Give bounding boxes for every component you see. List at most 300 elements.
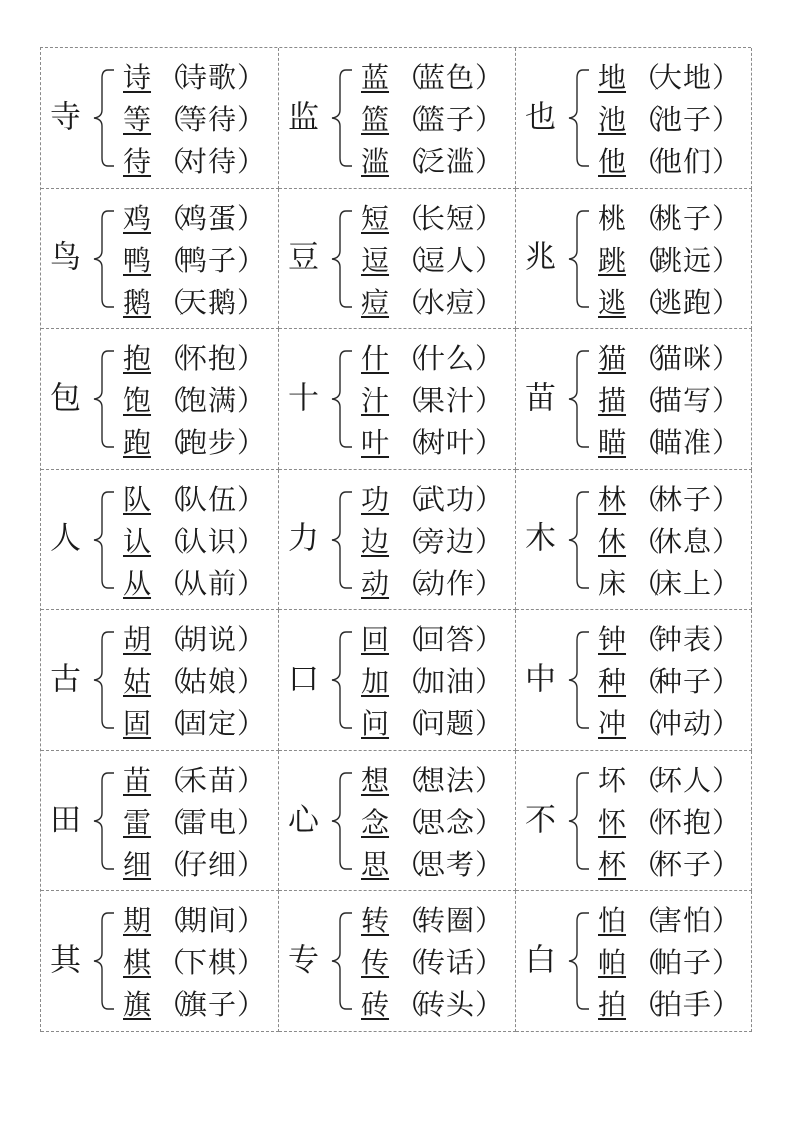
root-character: 其 — [50, 942, 81, 979]
close-paren: ） — [712, 847, 741, 881]
root-character: 包 — [50, 380, 81, 417]
root-character: 兆 — [525, 239, 556, 276]
close-paren: ） — [712, 623, 741, 657]
example-word: 坏人 — [654, 763, 713, 797]
close-paren: ） — [475, 201, 504, 235]
list-item — [123, 703, 266, 745]
character-group — [41, 751, 279, 892]
close-paren: ） — [712, 988, 741, 1022]
example-word: 桃子 — [654, 201, 713, 235]
open-paren: （ — [395, 482, 424, 516]
entry-list — [123, 57, 266, 183]
example-word: 动作 — [417, 566, 476, 600]
close-paren: ） — [475, 566, 504, 600]
list-item — [123, 661, 266, 703]
close-paren: ） — [237, 524, 266, 558]
derived-character: 队 — [123, 482, 152, 516]
example-word: 旁边 — [417, 524, 476, 558]
entry-list — [598, 338, 741, 464]
example-word: 冲动 — [654, 707, 713, 741]
character-group — [516, 751, 752, 892]
curly-brace-icon — [565, 68, 591, 168]
close-paren: ） — [475, 904, 504, 938]
character-group — [41, 891, 279, 1032]
derived-character: 坏 — [598, 763, 627, 797]
close-paren: ） — [475, 285, 504, 319]
close-paren: ） — [712, 342, 741, 376]
open-paren: （ — [632, 103, 661, 136]
close-paren: ） — [712, 707, 741, 741]
entry-list — [598, 900, 741, 1026]
open-paren: （ — [157, 482, 186, 516]
list-item — [123, 900, 266, 942]
root-character: 也 — [525, 99, 556, 136]
example-word: 什么 — [417, 342, 476, 376]
example-word: 床上 — [654, 566, 713, 600]
close-paren: ） — [712, 201, 741, 235]
list-item — [361, 57, 504, 99]
open-paren: （ — [632, 201, 661, 235]
open-paren: （ — [157, 904, 186, 938]
derived-character: 蓝 — [361, 61, 390, 94]
list-item — [598, 99, 741, 141]
character-group — [279, 189, 516, 330]
derived-character: 鸡 — [123, 201, 152, 235]
open-paren: （ — [632, 524, 661, 558]
root-character: 木 — [525, 520, 556, 557]
open-paren: （ — [632, 665, 661, 699]
curly-brace-icon — [328, 490, 354, 590]
character-group — [279, 751, 516, 892]
example-word: 期间 — [179, 904, 238, 938]
list-item — [598, 198, 741, 240]
derived-character: 地 — [598, 61, 627, 94]
open-paren: （ — [632, 426, 661, 460]
character-group — [516, 329, 752, 470]
list-item — [123, 479, 266, 521]
close-paren: ） — [712, 243, 741, 277]
example-word: 种子 — [654, 665, 713, 699]
example-word: 拍手 — [654, 988, 713, 1022]
root-character: 古 — [50, 661, 81, 698]
close-paren: ） — [475, 524, 504, 558]
list-item — [361, 619, 504, 661]
example-word: 树叶 — [417, 426, 476, 460]
derived-character: 怀 — [598, 805, 627, 839]
open-paren: （ — [395, 946, 424, 980]
open-paren: （ — [157, 103, 186, 136]
root-character: 不 — [525, 802, 556, 839]
open-paren: （ — [632, 904, 661, 938]
example-word: 传话 — [417, 946, 476, 980]
open-paren: （ — [157, 665, 186, 699]
close-paren: ） — [712, 805, 741, 839]
close-paren: ） — [475, 763, 504, 797]
open-paren: （ — [632, 145, 661, 178]
derived-character: 拍 — [598, 988, 627, 1022]
list-item — [123, 240, 266, 282]
list-item — [123, 99, 266, 141]
derived-character: 桃 — [598, 201, 627, 235]
character-group — [279, 610, 516, 751]
derived-character: 林 — [598, 482, 627, 516]
example-word: 诗歌 — [179, 61, 238, 94]
open-paren: （ — [395, 243, 424, 277]
open-paren: （ — [632, 847, 661, 881]
open-paren: （ — [395, 201, 424, 235]
list-item — [361, 661, 504, 703]
derived-character: 冲 — [598, 707, 627, 741]
open-paren: （ — [157, 763, 186, 797]
open-paren: （ — [395, 285, 424, 319]
open-paren: （ — [395, 61, 424, 94]
open-paren: （ — [632, 946, 661, 980]
close-paren: ） — [475, 482, 504, 516]
list-item — [123, 521, 266, 563]
curly-brace-icon — [565, 911, 591, 1011]
example-word: 姑娘 — [179, 665, 238, 699]
example-word: 鸡蛋 — [179, 201, 238, 235]
curly-brace-icon — [565, 209, 591, 309]
derived-character: 休 — [598, 524, 627, 558]
derived-character: 苗 — [123, 763, 152, 797]
derived-character: 想 — [361, 763, 390, 797]
open-paren: （ — [395, 847, 424, 881]
example-word: 水痘 — [417, 285, 476, 319]
close-paren: ） — [475, 103, 504, 136]
root-character: 苗 — [525, 380, 556, 417]
root-character: 鸟 — [50, 239, 81, 276]
example-word: 队伍 — [179, 482, 238, 516]
list-item — [361, 282, 504, 324]
character-group — [516, 48, 752, 189]
curly-brace-icon — [90, 911, 116, 1011]
close-paren: ） — [237, 847, 266, 881]
list-item — [123, 198, 266, 240]
close-paren: ） — [712, 61, 741, 94]
open-paren: （ — [632, 805, 661, 839]
entry-list — [598, 198, 741, 324]
close-paren: ） — [475, 665, 504, 699]
list-item — [598, 802, 741, 844]
character-group — [41, 48, 279, 189]
list-item — [598, 703, 741, 745]
open-paren: （ — [157, 243, 186, 277]
example-word: 长短 — [417, 201, 476, 235]
example-word: 砖头 — [417, 988, 476, 1022]
open-paren: （ — [157, 847, 186, 881]
derived-character: 诗 — [123, 61, 152, 94]
root-character: 寺 — [50, 99, 81, 136]
derived-character: 动 — [361, 566, 390, 600]
root-character: 田 — [50, 802, 81, 839]
close-paren: ） — [475, 243, 504, 277]
close-paren: ） — [237, 285, 266, 319]
derived-character: 描 — [598, 384, 627, 418]
close-paren: ） — [475, 61, 504, 94]
derived-character: 思 — [361, 847, 390, 881]
example-word: 鸭子 — [179, 243, 238, 277]
example-word: 帕子 — [654, 946, 713, 980]
open-paren: （ — [157, 201, 186, 235]
curly-brace-icon — [565, 349, 591, 449]
open-paren: （ — [395, 426, 424, 460]
list-item — [123, 563, 266, 605]
derived-character: 认 — [123, 524, 152, 558]
root-character: 白 — [525, 942, 556, 979]
open-paren: （ — [395, 384, 424, 418]
derived-character: 砖 — [361, 988, 390, 1022]
example-word: 固定 — [179, 707, 238, 741]
list-item — [598, 338, 741, 380]
open-paren: （ — [395, 145, 424, 178]
example-word: 林子 — [654, 482, 713, 516]
example-word: 猫咪 — [654, 342, 713, 376]
open-paren: （ — [632, 384, 661, 418]
list-item — [361, 703, 504, 745]
derived-character: 念 — [361, 805, 390, 839]
example-word: 对待 — [179, 145, 238, 178]
list-item — [123, 760, 266, 802]
open-paren: （ — [632, 988, 661, 1022]
list-item — [598, 282, 741, 324]
list-item — [598, 479, 741, 521]
open-paren: （ — [157, 707, 186, 741]
curly-brace-icon — [328, 630, 354, 730]
close-paren: ） — [475, 623, 504, 657]
open-paren: （ — [157, 805, 186, 839]
entry-list — [598, 760, 741, 886]
list-item — [361, 422, 504, 464]
example-word: 逃跑 — [654, 285, 713, 319]
curly-brace-icon — [328, 349, 354, 449]
example-word: 思念 — [417, 805, 476, 839]
character-group — [516, 610, 752, 751]
close-paren: ） — [237, 342, 266, 376]
derived-character: 旗 — [123, 988, 152, 1022]
open-paren: （ — [157, 342, 186, 376]
root-character: 豆 — [288, 239, 319, 276]
derived-character: 转 — [361, 904, 390, 938]
example-word: 他们 — [654, 145, 713, 178]
example-word: 从前 — [179, 566, 238, 600]
derived-character: 种 — [598, 665, 627, 699]
derived-character: 待 — [123, 145, 152, 178]
close-paren: ） — [237, 103, 266, 136]
list-item — [361, 802, 504, 844]
list-item — [361, 844, 504, 886]
close-paren: ） — [237, 145, 266, 178]
curly-brace-icon — [90, 68, 116, 168]
derived-character: 抱 — [123, 342, 152, 376]
list-item — [361, 99, 504, 141]
curly-brace-icon — [328, 771, 354, 871]
list-item — [361, 563, 504, 605]
list-item — [361, 521, 504, 563]
curly-brace-icon — [328, 68, 354, 168]
close-paren: ） — [237, 946, 266, 980]
list-item — [361, 479, 504, 521]
open-paren: （ — [395, 342, 424, 376]
entry-list — [123, 900, 266, 1026]
close-paren: ） — [237, 805, 266, 839]
open-paren: （ — [632, 482, 661, 516]
list-item — [361, 900, 504, 942]
entry-list — [361, 57, 504, 183]
example-word: 果汁 — [417, 384, 476, 418]
entry-list — [361, 479, 504, 605]
derived-character: 回 — [361, 623, 390, 657]
entry-list — [123, 479, 266, 605]
derived-character: 什 — [361, 342, 390, 376]
example-word: 瞄准 — [654, 426, 713, 460]
derived-character: 细 — [123, 847, 152, 881]
open-paren: （ — [157, 566, 186, 600]
character-group — [41, 610, 279, 751]
example-word: 仔细 — [179, 847, 238, 881]
open-paren: （ — [157, 61, 186, 94]
list-item — [361, 942, 504, 984]
list-item — [598, 844, 741, 886]
curly-brace-icon — [90, 349, 116, 449]
entry-list — [123, 338, 266, 464]
close-paren: ） — [475, 805, 504, 839]
root-character: 心 — [288, 802, 319, 839]
example-word: 禾苗 — [179, 763, 238, 797]
open-paren: （ — [395, 904, 424, 938]
example-word: 怀抱 — [654, 805, 713, 839]
derived-character: 胡 — [123, 623, 152, 657]
entry-list — [123, 198, 266, 324]
close-paren: ） — [475, 342, 504, 376]
close-paren: ） — [712, 904, 741, 938]
entry-list — [361, 760, 504, 886]
character-group — [41, 470, 279, 611]
close-paren: ） — [237, 623, 266, 657]
close-paren: ） — [712, 482, 741, 516]
root-character: 监 — [288, 99, 319, 136]
close-paren: ） — [475, 384, 504, 418]
curly-brace-icon — [90, 630, 116, 730]
example-word: 跑步 — [179, 426, 238, 460]
root-character: 十 — [288, 380, 319, 417]
close-paren: ） — [712, 946, 741, 980]
example-word: 下棋 — [179, 946, 238, 980]
open-paren: （ — [632, 566, 661, 600]
example-word: 天鹅 — [179, 285, 238, 319]
example-word: 篮子 — [417, 103, 476, 136]
close-paren: ） — [712, 426, 741, 460]
character-group — [41, 329, 279, 470]
derived-character: 姑 — [123, 665, 152, 699]
list-item — [361, 380, 504, 422]
derived-character: 固 — [123, 707, 152, 741]
derived-character: 传 — [361, 946, 390, 980]
open-paren: （ — [157, 623, 186, 657]
derived-character: 钟 — [598, 623, 627, 657]
close-paren: ） — [712, 566, 741, 600]
close-paren: ） — [712, 524, 741, 558]
derived-character: 问 — [361, 707, 390, 741]
close-paren: ） — [237, 61, 266, 94]
curly-brace-icon — [90, 490, 116, 590]
root-character: 力 — [288, 520, 319, 557]
derived-character: 雷 — [123, 805, 152, 839]
example-word: 饱满 — [179, 384, 238, 418]
character-group — [41, 189, 279, 330]
close-paren: ） — [237, 243, 266, 277]
example-word: 怀抱 — [179, 342, 238, 376]
character-group — [279, 48, 516, 189]
list-item — [123, 380, 266, 422]
derived-character: 边 — [361, 524, 390, 558]
character-group — [279, 329, 516, 470]
example-word: 蓝色 — [417, 61, 476, 94]
entry-list — [361, 619, 504, 745]
list-item — [361, 338, 504, 380]
close-paren: ） — [712, 384, 741, 418]
example-word: 逗人 — [417, 243, 476, 277]
close-paren: ） — [712, 763, 741, 797]
close-paren: ） — [712, 285, 741, 319]
list-item — [123, 282, 266, 324]
example-word: 描写 — [654, 384, 713, 418]
entry-list — [361, 198, 504, 324]
close-paren: ） — [475, 946, 504, 980]
open-paren: （ — [632, 61, 661, 94]
curly-brace-icon — [328, 209, 354, 309]
example-word: 转圈 — [417, 904, 476, 938]
list-item — [598, 240, 741, 282]
close-paren: ） — [237, 988, 266, 1022]
derived-character: 汁 — [361, 384, 390, 418]
derived-character: 痘 — [361, 285, 390, 319]
curly-brace-icon — [90, 209, 116, 309]
list-item — [598, 619, 741, 661]
open-paren: （ — [632, 243, 661, 277]
close-paren: ） — [475, 426, 504, 460]
open-paren: （ — [395, 623, 424, 657]
open-paren: （ — [395, 665, 424, 699]
entry-list — [361, 900, 504, 1026]
close-paren: ） — [712, 103, 741, 136]
close-paren: ） — [475, 988, 504, 1022]
example-word: 认识 — [179, 524, 238, 558]
list-item — [123, 942, 266, 984]
close-paren: ） — [475, 145, 504, 178]
derived-character: 饱 — [123, 384, 152, 418]
list-item — [123, 844, 266, 886]
curly-brace-icon — [565, 630, 591, 730]
open-paren: （ — [157, 946, 186, 980]
close-paren: ） — [475, 707, 504, 741]
derived-character: 他 — [598, 145, 627, 178]
open-paren: （ — [395, 524, 424, 558]
example-word: 旗子 — [179, 988, 238, 1022]
open-paren: （ — [157, 285, 186, 319]
character-group — [516, 470, 752, 611]
derived-character: 功 — [361, 482, 390, 516]
entry-list — [123, 619, 266, 745]
derived-character: 从 — [123, 566, 152, 600]
list-item — [361, 984, 504, 1026]
derived-character: 滥 — [361, 145, 390, 178]
list-item — [123, 802, 266, 844]
curly-brace-icon — [90, 771, 116, 871]
close-paren: ） — [475, 847, 504, 881]
list-item — [361, 198, 504, 240]
root-character: 口 — [288, 661, 319, 698]
